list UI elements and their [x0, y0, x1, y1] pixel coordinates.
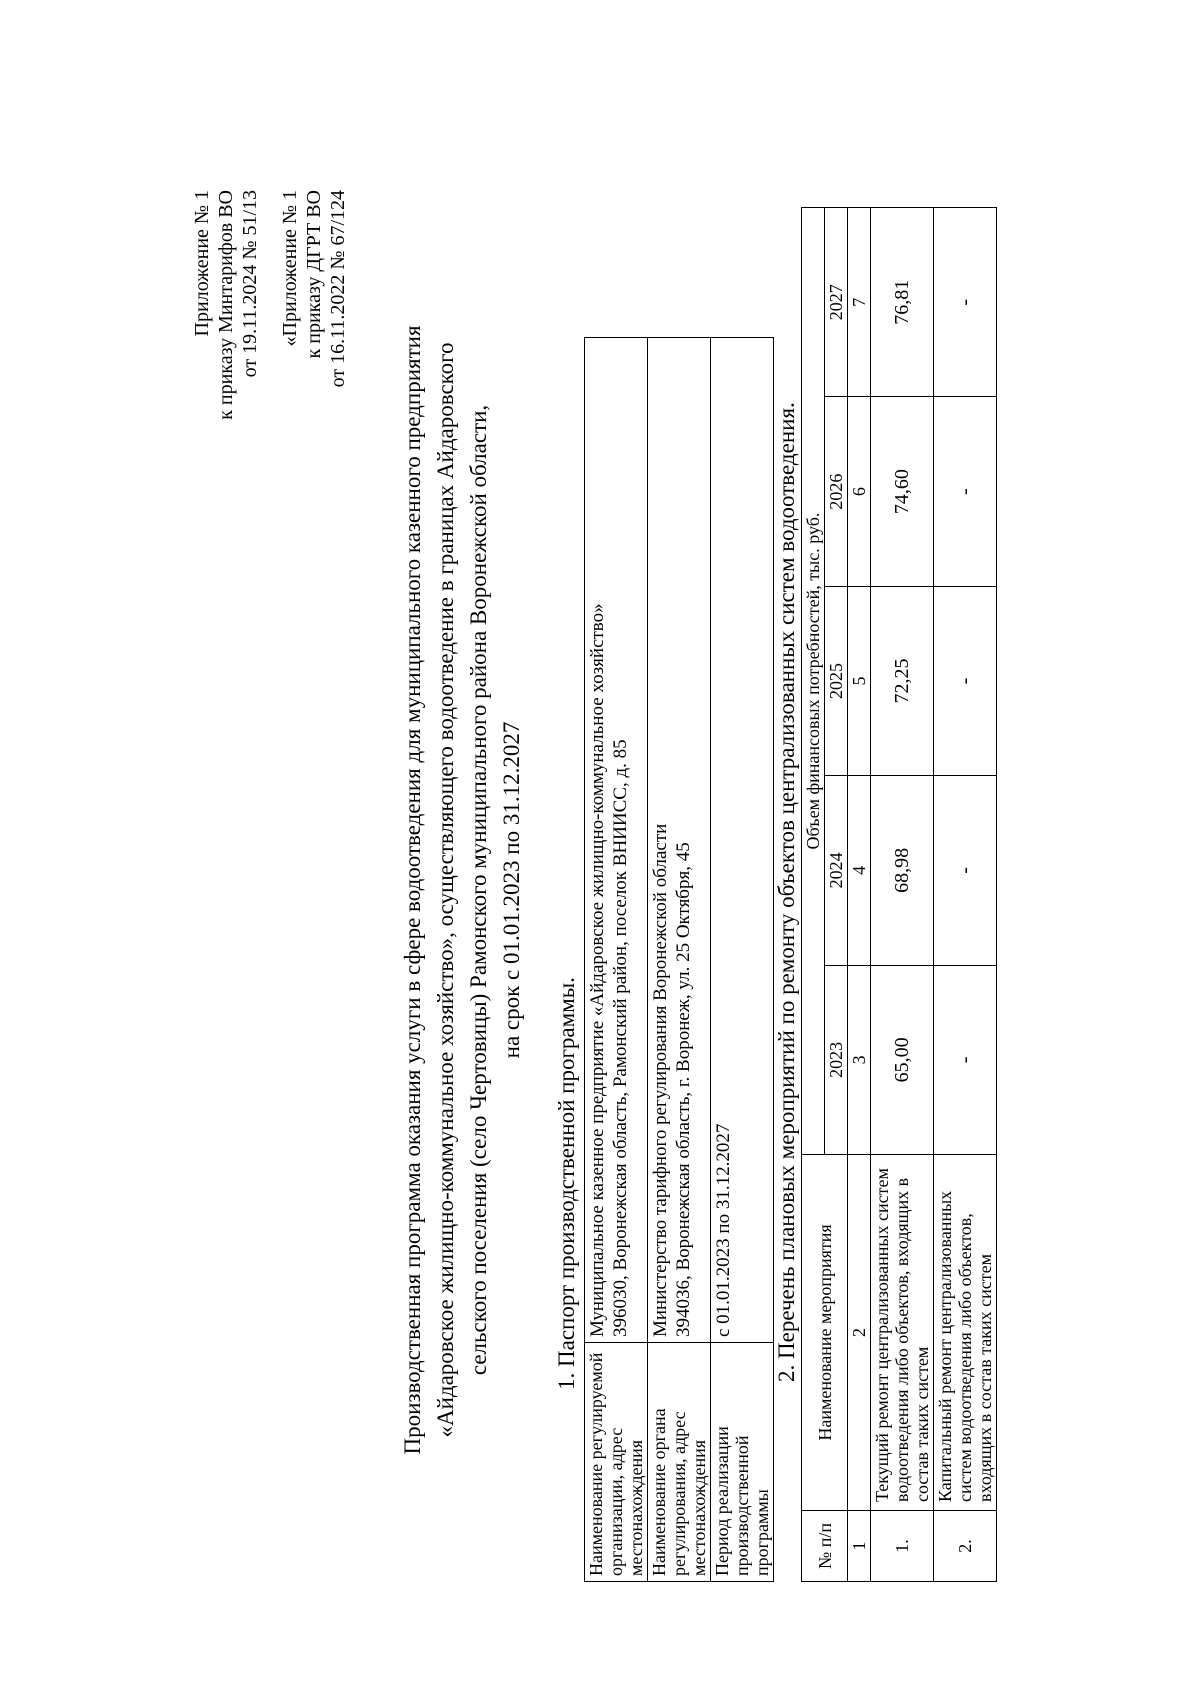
appendix-line: «Приложение № 1: [279, 190, 301, 347]
column-header-year: 2024: [825, 776, 848, 965]
document-title: [396, 250, 528, 1530]
title-line: сельского поселения (село Чертовицы) Рамонского муниципального района Воронежской области,: [466, 404, 491, 1376]
section-1-heading: 1. Паспорт производственной программы.: [554, 977, 579, 1390]
column-header-year: 2023: [825, 965, 848, 1154]
finance-value: 76,81: [871, 208, 934, 397]
passport-value: [585, 338, 648, 1343]
finance-value: -: [934, 208, 997, 397]
column-index: 1: [848, 1511, 871, 1582]
table-row: [711, 338, 774, 1582]
table-row: [648, 338, 711, 1582]
document-page: [190, 190, 1050, 1590]
column-header-year: 2027: [825, 208, 848, 397]
appendix-line: от 19.11.2024 № 51/13: [239, 190, 261, 378]
finance-value: 65,00: [871, 965, 934, 1154]
table-row: [871, 208, 934, 1582]
finance-value: 68,98: [871, 776, 934, 965]
column-index: 3: [848, 965, 871, 1154]
measures-table: [801, 207, 997, 1582]
title-line: на срок с 01.01.2023 по 31.12.2027: [499, 721, 524, 1059]
passport-value-line: Министерство тарифного регулирования Воронежской области: [650, 823, 671, 1337]
column-index: 4: [848, 776, 871, 965]
passport-label: Наименование регулируемой организации, адрес местонахождения: [585, 1343, 648, 1582]
column-index: 5: [848, 586, 871, 775]
column-header-finance: Объем финансовых потребностей, тыс. руб.: [802, 208, 825, 1155]
row-number: 2.: [934, 1511, 997, 1582]
appendix-reference-current: [190, 190, 262, 420]
table-row: [585, 338, 648, 1582]
title-line: Производственная программа оказания услуги в сфере водоотведения для муниципального казенного предприятия: [400, 325, 425, 1455]
table-header-row: [802, 208, 825, 1582]
column-index: 2: [848, 1155, 871, 1511]
column-index-row: [848, 208, 871, 1582]
appendix-line: к приказу Минтарифов ВО: [215, 190, 237, 420]
appendix-reference-original: [278, 190, 350, 387]
measure-name: Капитальный ремонт централизованных систем водоотведения либо объектов, входящих в состав таких систем: [934, 1155, 997, 1511]
passport-table: [584, 337, 774, 1582]
measure-name: Текущий ремонт централизованных систем водоотведения либо объектов, входящих в состав таких систем: [871, 1155, 934, 1511]
row-number: 1.: [871, 1511, 934, 1582]
appendix-line: от 16.11.2022 № 67/124: [327, 190, 349, 388]
passport-value: [711, 338, 774, 1343]
passport-value-line: Муниципальное казенное предприятие «Айдаровское жилищно-коммунальное хозяйство»: [587, 603, 608, 1337]
column-header-year: 2025: [825, 586, 848, 775]
column-index: 7: [848, 208, 871, 397]
finance-value: 74,60: [871, 397, 934, 586]
finance-value: -: [934, 586, 997, 775]
column-header-year: 2026: [825, 397, 848, 586]
passport-label: Наименование органа регулирования, адрес местонахождения: [648, 1343, 711, 1582]
passport-value-line: с 01.01.2023 по 31.12.2027: [713, 1123, 734, 1337]
appendix-line: к приказу ДГРТ ВО: [303, 190, 325, 359]
passport-value-line: 394036, Воронежская область, г. Воронеж, ул. 25 Октября, 45: [673, 842, 694, 1337]
appendix-line: Приложение № 1: [191, 190, 213, 337]
title-line: «Айдаровское жилищно-коммунальное хозяйство», осуществляющего водоотведение в границах Айдаровского: [433, 342, 458, 1438]
column-index: 6: [848, 397, 871, 586]
finance-value: -: [934, 776, 997, 965]
section-2-heading: 2. Перечень плановых мероприятий по ремонту объектов централизованных систем водоотведения.: [774, 402, 799, 1382]
column-header-number: № п/п: [802, 1511, 848, 1582]
passport-value-line: 396030, Воронежская область, Рамонский район, поселок ВНИИСС, д. 85: [610, 739, 631, 1337]
finance-value: 72,25: [871, 586, 934, 775]
finance-value: -: [934, 965, 997, 1154]
passport-value: [648, 338, 711, 1343]
column-header-measure-name: Наименование мероприятия: [802, 1155, 848, 1511]
passport-label: Период реализации производственной программы: [711, 1343, 774, 1582]
table-row: [934, 208, 997, 1582]
finance-value: -: [934, 397, 997, 586]
